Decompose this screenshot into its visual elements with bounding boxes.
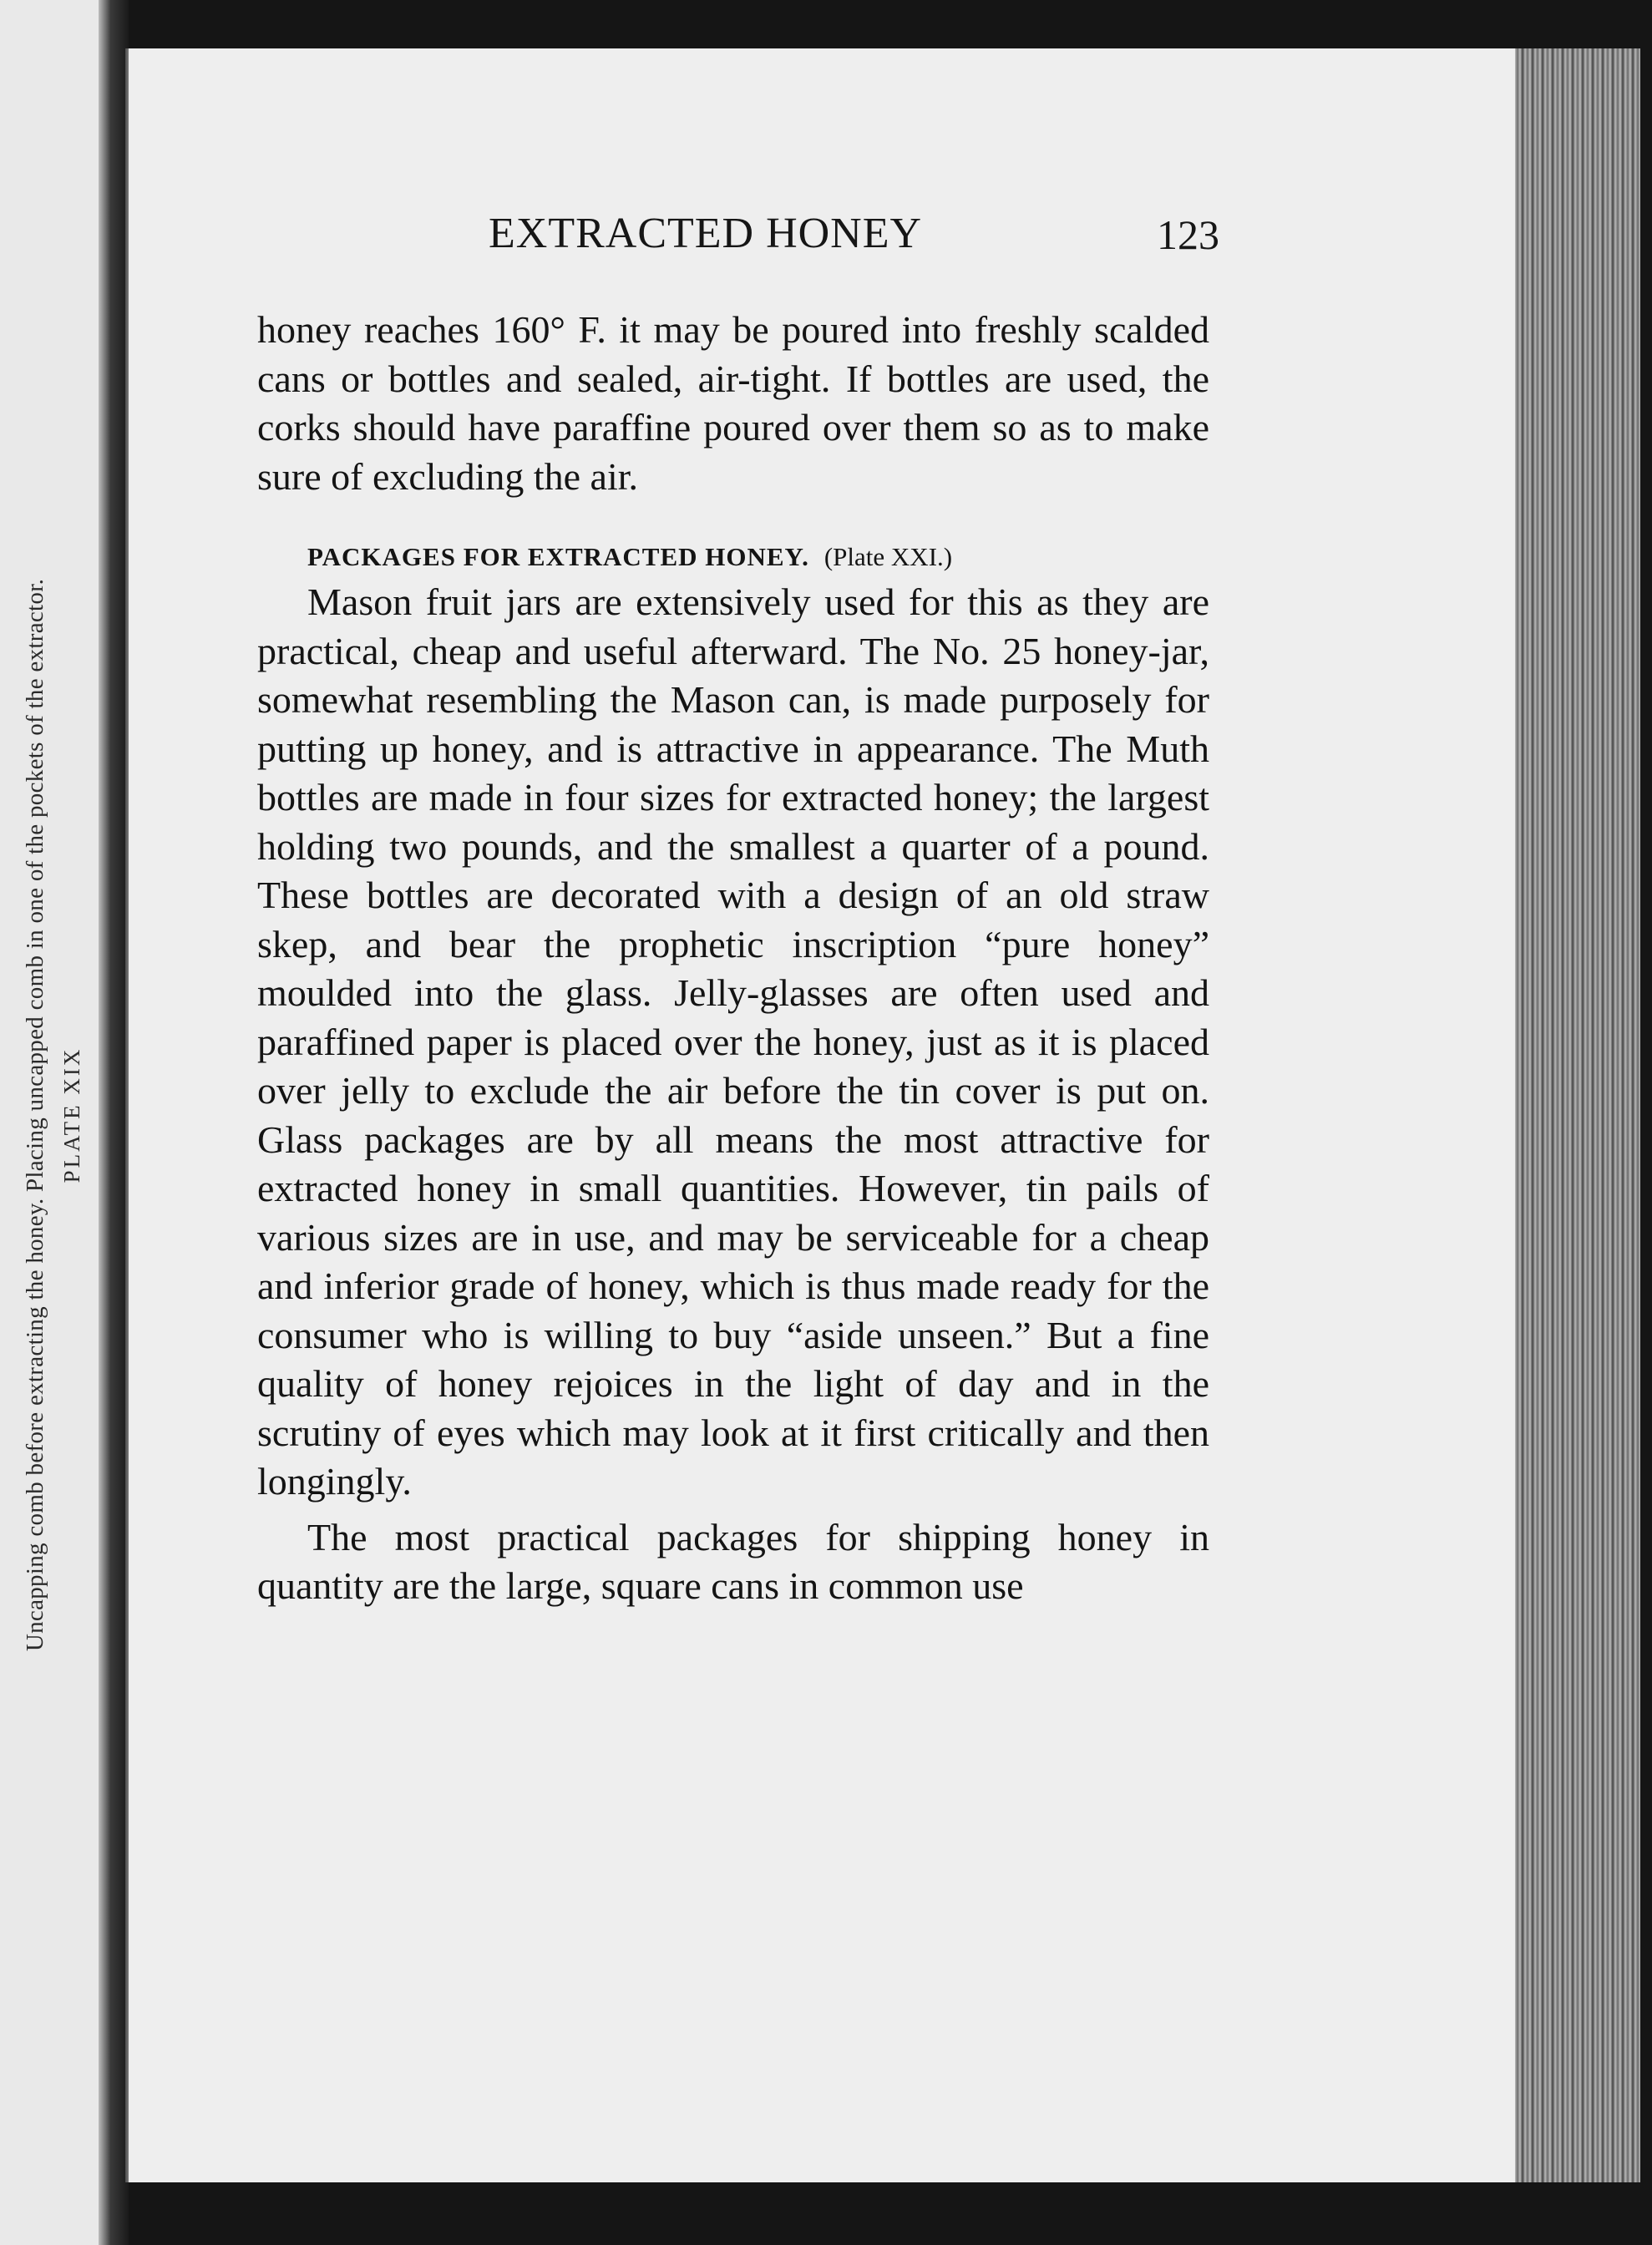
section-heading: [257, 536, 1209, 578]
section-heading-text: PACKAGES FOR EXTRACTED HONEY.: [307, 542, 809, 571]
paragraph: Mason fruit jars are extensively used for this as they are practical, cheap and useful afterward. The No. 25 honey-jar, somewhat resembling the Mason can, is made purposely for putting up honey, and is attractive in appearance. The Muth bottles are made in four sizes for extracted honey; the largest holding two pounds, and the smallest a quarter of a pound. These bottles are decorated with a design of an old straw skep, and bear the prophetic inscription “pure honey” moulded into the glass. Jelly-glasses are often used and paraffined paper is placed over the honey, just as it is placed over jelly to exclude the air before the tin cover is put on. Glass packages are by all means the most attractive for extracted honey in small quantities. However, tin pails of various sizes are in use, and may be serviceable for a cheap and inferior grade of honey, which is thus made ready for the consumer who is willing to buy “aside unseen.” But a fine quality of honey rejoices in the light of day and in the scrutiny of eyes which may look at it first critically and then longingly.: [257, 580, 1209, 1503]
page-stack-edge: [1515, 48, 1640, 2182]
plate-caption-text: Uncapping comb before extracting the honey. Placing uncapped comb in one of the pockets of the extractor.: [22, 578, 48, 1652]
paragraph-continued: honey reaches 160° F. it may be poured into freshly scalded cans or bottles and sealed, air-tight. If bottles are used, the corks should have paraffine poured over them so as to make sure of excluding the air.: [257, 308, 1209, 498]
book-gutter-shadow: [99, 0, 129, 2245]
facing-plate-page: [0, 0, 107, 2245]
plate-reference: (Plate XXI.): [823, 542, 953, 571]
paragraph: The most practical packages for shipping honey in quantity are the large, square cans in common use: [257, 1515, 1209, 1607]
plate-label: PLATE XIX: [59, 1046, 84, 1183]
running-header: [351, 209, 1219, 267]
page-body: [257, 306, 1209, 1611]
plate-caption: [17, 579, 90, 1651]
running-title: EXTRACTED HONEY: [489, 210, 923, 257]
page-number: 123: [1157, 211, 1219, 258]
